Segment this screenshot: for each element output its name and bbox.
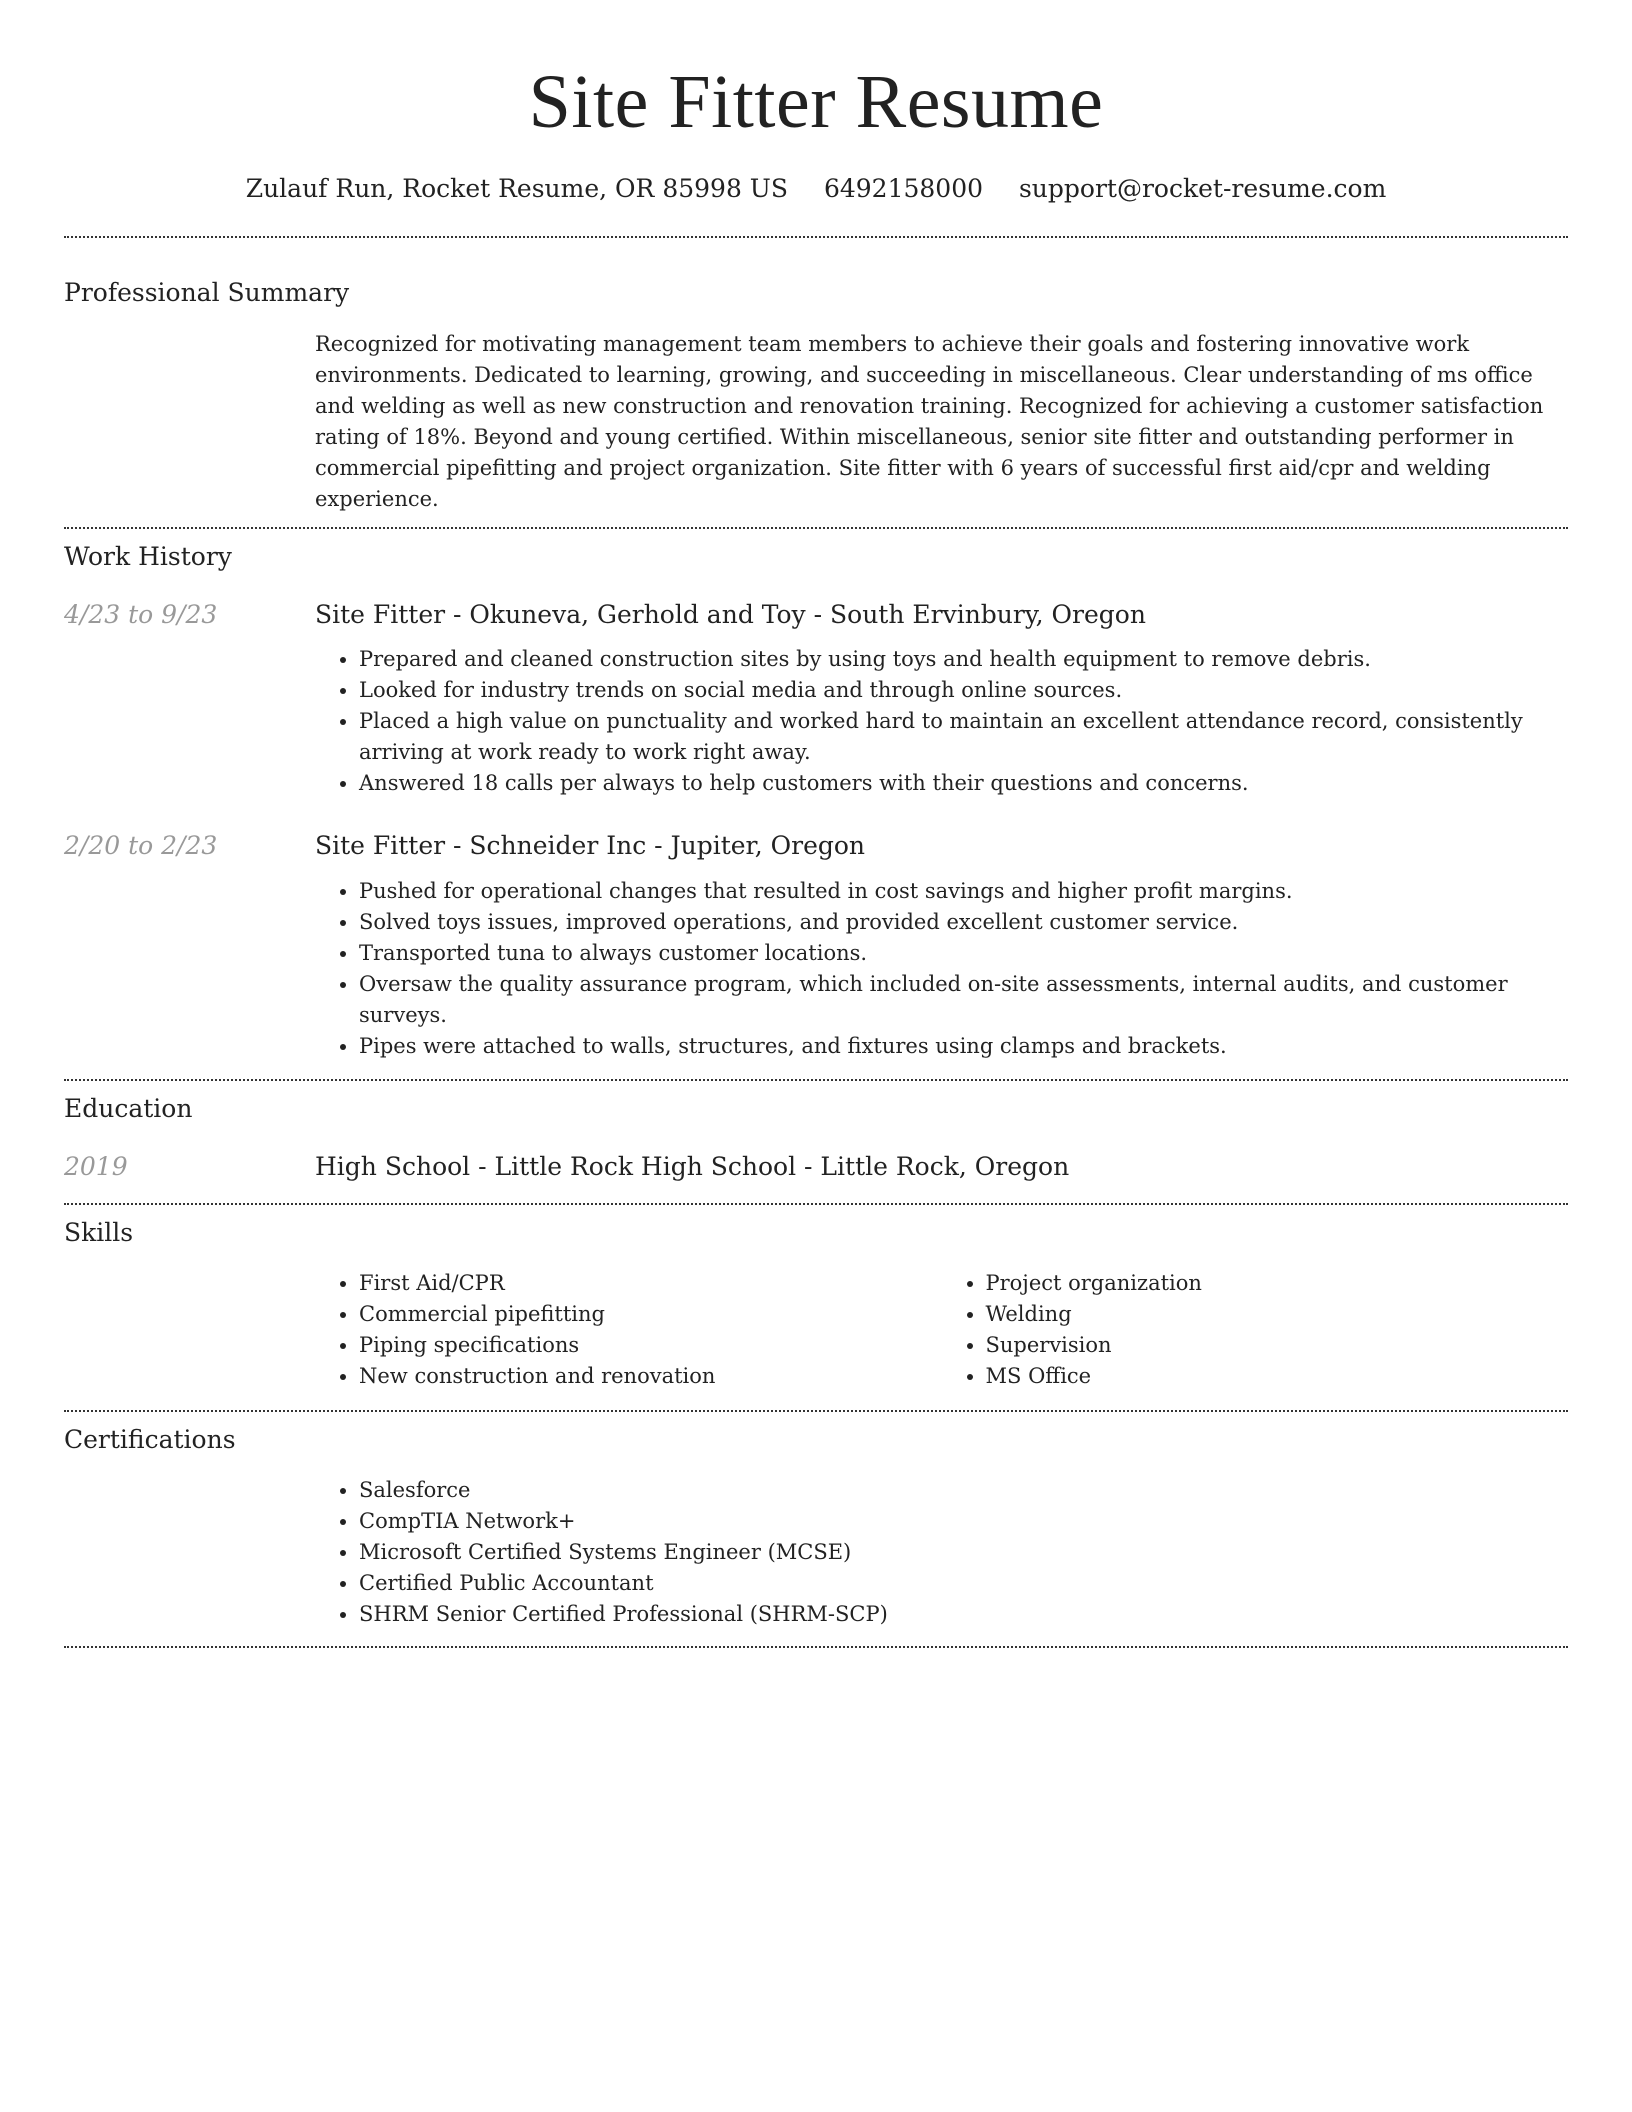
job-title: Site Fitter - Okuneva, Gerhold and Toy - South Ervinbury, Oregon bbox=[315, 600, 1146, 629]
job-entry bbox=[64, 829, 1568, 1062]
certification-item: • Certified Public Accountant bbox=[359, 1568, 1568, 1599]
contact-line bbox=[64, 172, 1568, 206]
divider bbox=[64, 527, 1568, 529]
skill-item: • Welding bbox=[986, 1299, 1569, 1330]
summary-text: Recognized for motivating management team members to achieve their goals and fostering innovative work environments. Dedicated to learning, growing, and succeeding in miscellaneous. Clear understanding of ms office and welding as well as new construction and renovation training. Recognized for achieving a customer satisfaction rating of 18%. Beyond and young certified. Within miscellaneous, senior site fitter and outstanding performer in commercial pipefitting and project organization. Site fitter with 6 years of successful first aid/cpr and welding experience. bbox=[315, 332, 1544, 511]
certifications-heading: Certifications bbox=[64, 1425, 236, 1454]
skill-item: • MS Office bbox=[986, 1361, 1569, 1392]
divider bbox=[64, 1079, 1568, 1081]
divider bbox=[64, 1203, 1568, 1205]
job-dates: 4/23 to 9/23 bbox=[64, 600, 218, 629]
skills-heading: Skills bbox=[64, 1218, 134, 1247]
divider bbox=[64, 236, 1568, 238]
skill-item: • New construction and renovation bbox=[359, 1361, 942, 1392]
certification-item: • SHRM Senior Certified Professional (SHRM-SCP) bbox=[359, 1599, 1568, 1630]
list-item: • Placed a high value on punctuality and worked hard to maintain an excellent attendance record, consistently arriving at work ready to work right away. bbox=[359, 706, 1568, 768]
work-history-heading: Work History bbox=[64, 542, 232, 571]
education-heading: Education bbox=[64, 1094, 193, 1123]
summary-section bbox=[64, 329, 1568, 515]
skill-item: • Project organization bbox=[986, 1268, 1569, 1299]
skill-item: • First Aid/CPR bbox=[359, 1268, 942, 1299]
skill-item: • Piping specifications bbox=[359, 1330, 942, 1361]
contact-phone: 6492158000 bbox=[823, 174, 984, 203]
certification-item: • Microsoft Certified Systems Engineer (MCSE) bbox=[359, 1537, 1568, 1568]
list-item: • Pushed for operational changes that resulted in cost savings and higher profit margins. bbox=[359, 876, 1568, 907]
education-title: High School - Little Rock High School - Little Rock, Oregon bbox=[315, 1152, 1070, 1181]
list-item: • Answered 18 calls per always to help customers with their questions and concerns. bbox=[359, 768, 1568, 799]
skills-column bbox=[942, 1268, 1569, 1392]
certification-item: • CompTIA Network+ bbox=[359, 1506, 1568, 1537]
list-item: • Prepared and cleaned construction sites by using toys and health equipment to remove debris. bbox=[359, 644, 1568, 675]
certification-item: • Salesforce bbox=[359, 1475, 1568, 1506]
skills-column bbox=[315, 1268, 942, 1392]
list-item: • Oversaw the quality assurance program, which included on-site assessments, internal audits, and customer surveys. bbox=[359, 969, 1568, 1031]
job-bullets bbox=[315, 644, 1568, 799]
education-entry bbox=[64, 1150, 1568, 1184]
certifications-list bbox=[315, 1475, 1568, 1630]
contact-address: Zulauf Run, Rocket Resume, OR 85998 US bbox=[245, 174, 788, 203]
education-year: 2019 bbox=[64, 1152, 128, 1181]
list-item: • Looked for industry trends on social media and through online sources. bbox=[359, 675, 1568, 706]
divider bbox=[64, 1646, 1568, 1648]
job-title: Site Fitter - Schneider Inc - Jupiter, Oregon bbox=[315, 831, 866, 860]
job-bullets bbox=[315, 876, 1568, 1062]
resume-page bbox=[64, 0, 1568, 1648]
contact-email: support@rocket-resume.com bbox=[1018, 174, 1387, 203]
skill-item: • Commercial pipefitting bbox=[359, 1299, 942, 1330]
summary-heading: Professional Summary bbox=[64, 278, 350, 307]
skills-section bbox=[64, 1268, 1568, 1392]
divider bbox=[64, 1410, 1568, 1412]
certifications-section bbox=[64, 1475, 1568, 1630]
skill-item: • Supervision bbox=[986, 1330, 1569, 1361]
list-item: • Solved toys issues, improved operations, and provided excellent customer service. bbox=[359, 907, 1568, 938]
list-item: • Transported tuna to always customer locations. bbox=[359, 938, 1568, 969]
job-dates: 2/20 to 2/23 bbox=[64, 831, 218, 860]
resume-title: Site Fitter Resume bbox=[528, 60, 1104, 144]
list-item: • Pipes were attached to walls, structures, and fixtures using clamps and brackets. bbox=[359, 1031, 1568, 1062]
job-entry bbox=[64, 598, 1568, 799]
